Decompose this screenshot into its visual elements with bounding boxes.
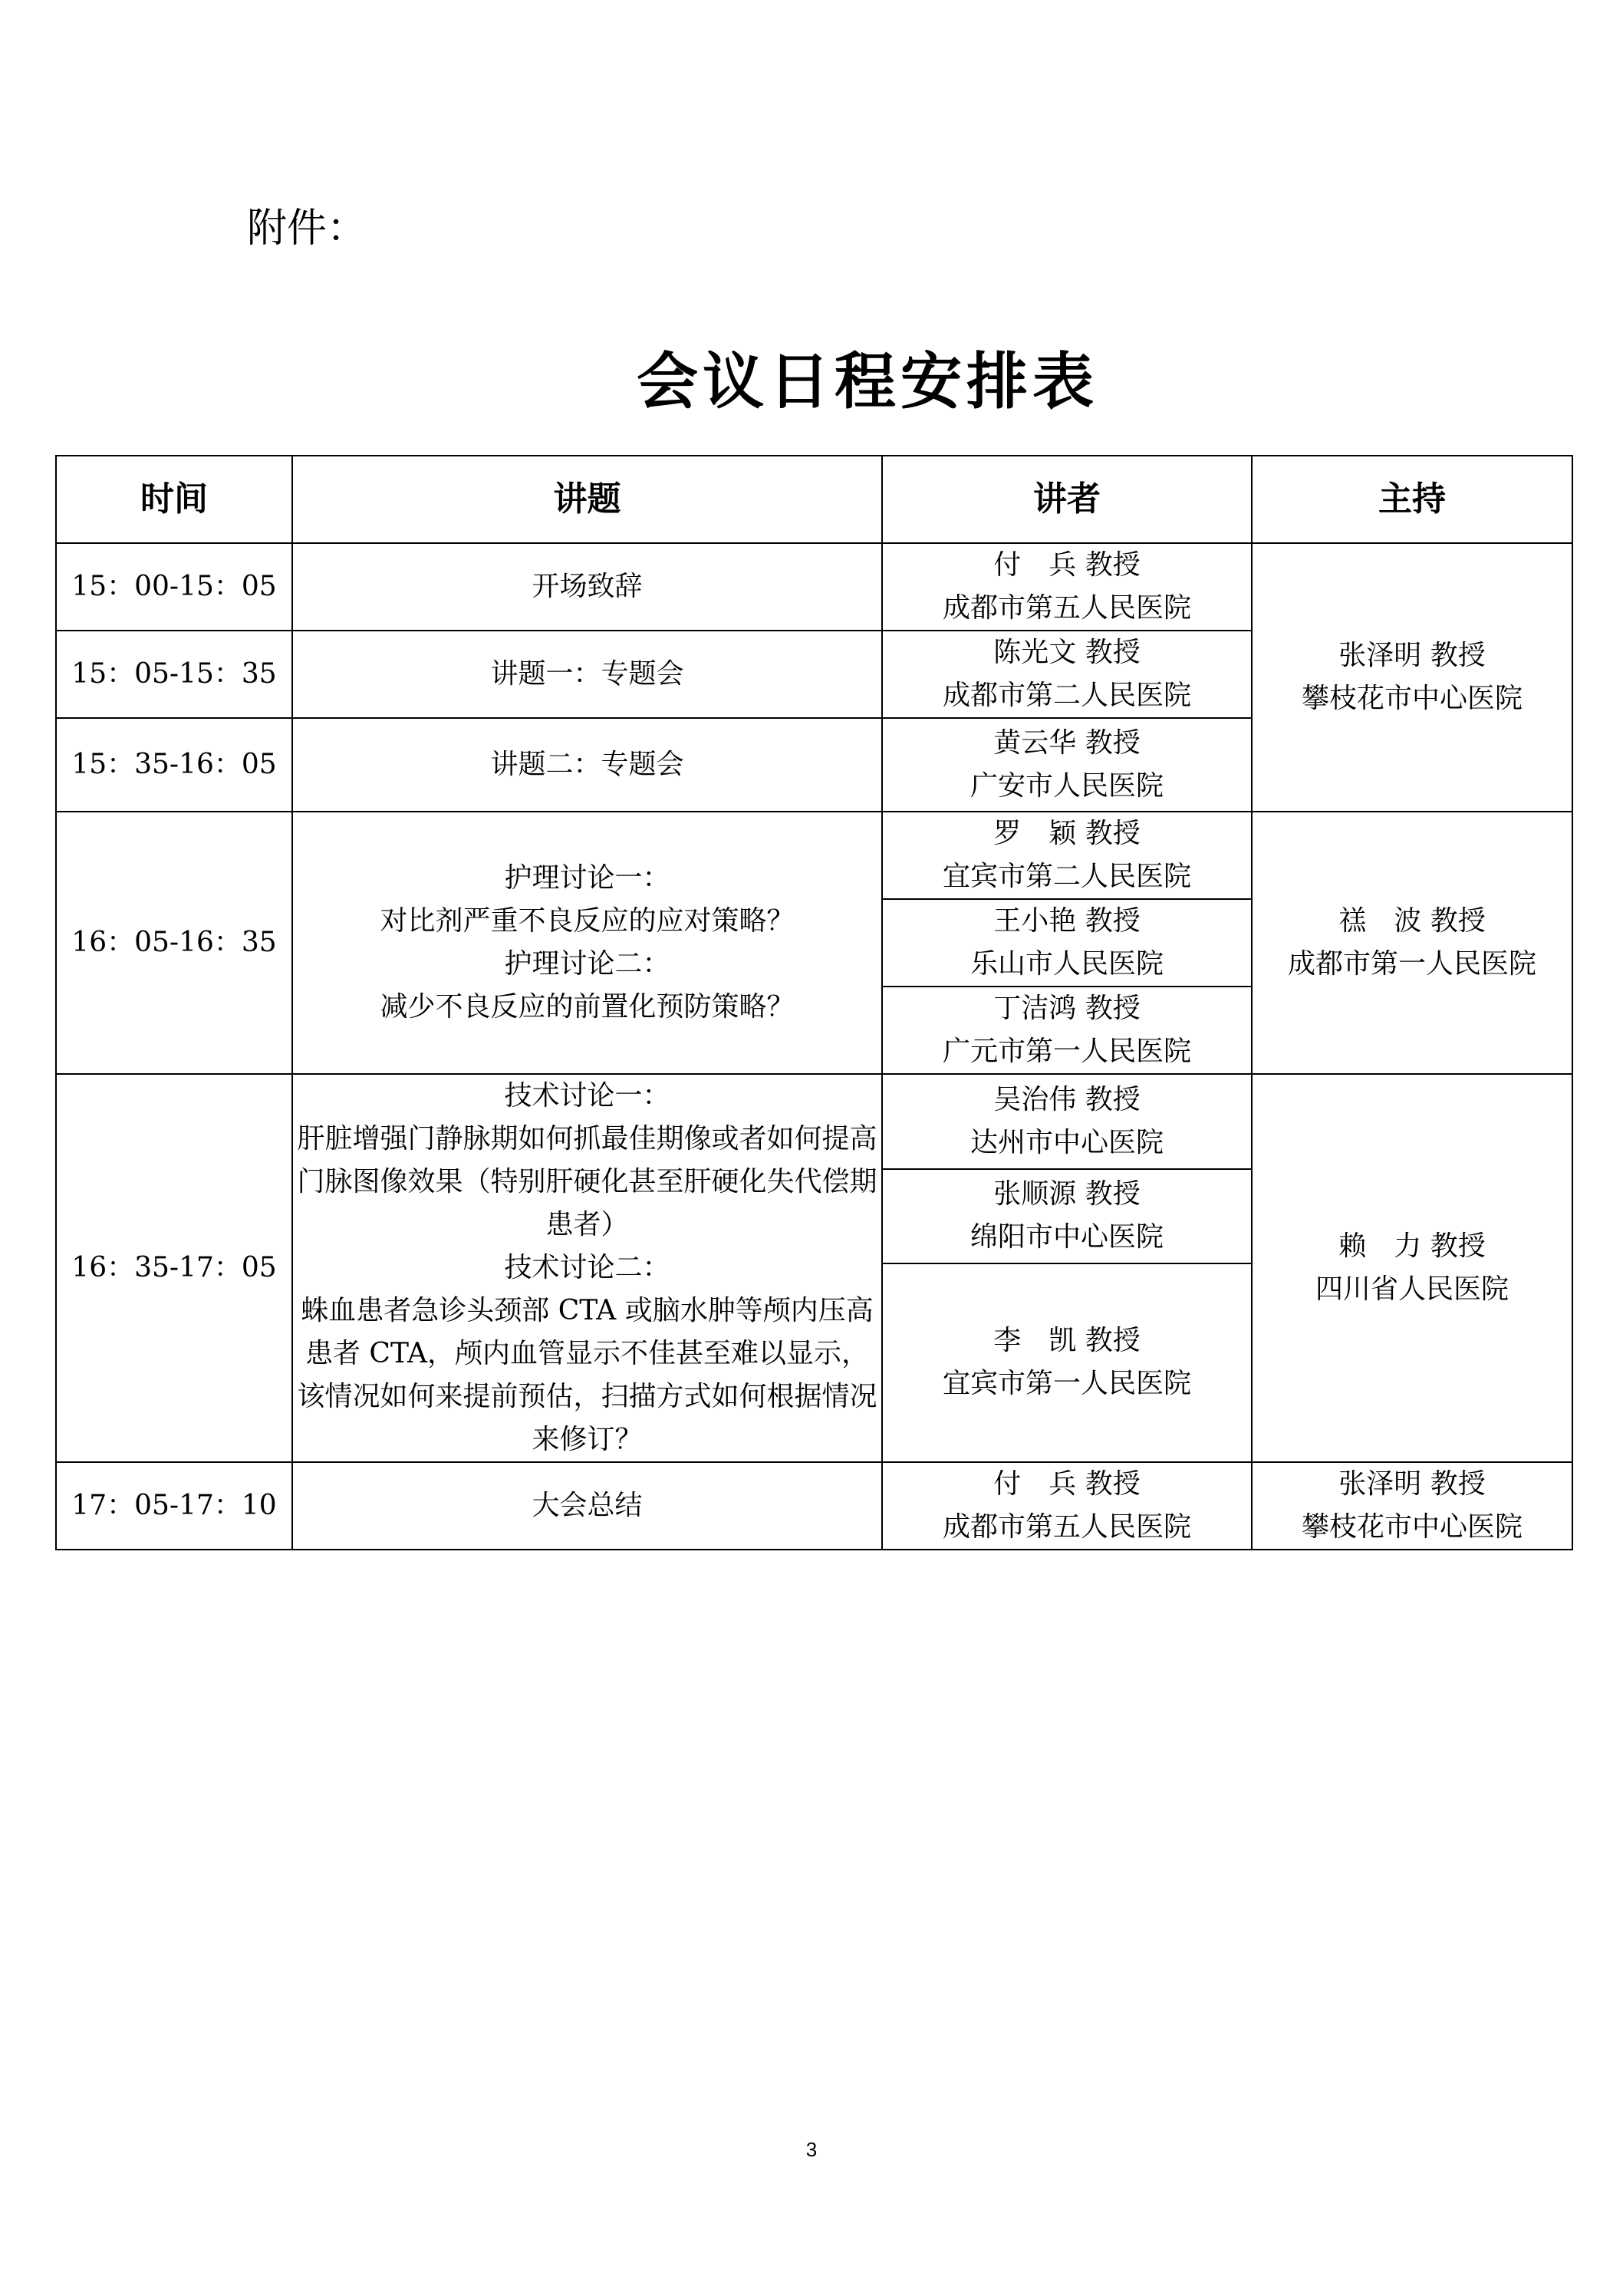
- topic-cell: 开场致辞: [292, 543, 882, 631]
- host-name: 张泽明 教授: [1338, 640, 1486, 671]
- page-number: 3: [805, 2138, 818, 2161]
- speaker-org: 成都市第五人民医院: [942, 1511, 1191, 1543]
- speaker-org: 成都市第五人民医院: [942, 592, 1191, 624]
- host-org: 成都市第一人民医院: [1287, 948, 1536, 980]
- host-org: 攀枝花市中心医院: [1301, 1511, 1523, 1543]
- speaker-cell: [882, 1462, 1252, 1550]
- topic-line: 技术讨论二：: [504, 1252, 670, 1283]
- table-row: [56, 1462, 1572, 1550]
- topic-line: 蛛血患者急诊头颈部 CTA 或脑水肿等颅内压高患者 CTA，颅内血管显示不佳甚至难以显示，该情况如何来提前预估，扫描方式如何根据情况来修订？: [297, 1295, 877, 1455]
- speaker-cell: [882, 1169, 1252, 1263]
- attachment-label: 附件：: [247, 206, 367, 252]
- host-cell: [1252, 1074, 1572, 1462]
- topic-line: 护理讨论一：: [504, 862, 670, 894]
- topic-cell: 讲题一：专题会: [292, 631, 882, 718]
- host-org: 攀枝花市中心医院: [1301, 683, 1523, 714]
- time-cell: 15：35-16：05: [56, 718, 292, 812]
- speaker-cell: [882, 718, 1252, 812]
- speaker-name: 李 凯 教授: [993, 1325, 1141, 1357]
- speaker-cell: [882, 812, 1252, 899]
- host-org: 四川省人民医院: [1315, 1273, 1509, 1305]
- speaker-cell: [882, 631, 1252, 718]
- speaker-name: 付 兵 教授: [993, 549, 1141, 581]
- topic-cell: 讲题二：专题会: [292, 718, 882, 812]
- speaker-org: 广元市第一人民医院: [942, 1036, 1191, 1067]
- speaker-cell: [882, 1074, 1252, 1169]
- time-cell: 16：35-17：05: [56, 1074, 292, 1462]
- host-name: 张泽明 教授: [1338, 1468, 1486, 1500]
- speaker-cell: [882, 1263, 1252, 1462]
- topic-line: 技术讨论一：: [504, 1080, 670, 1112]
- topic-line: 对比剂严重不良反应的应对策略？: [380, 905, 795, 937]
- host-cell: [1252, 1462, 1572, 1550]
- speaker-name: 陈光文 教授: [993, 637, 1141, 668]
- topic-cell: [292, 812, 882, 1074]
- speaker-name: 罗 颖 教授: [993, 818, 1141, 849]
- speaker-name: 付 兵 教授: [993, 1468, 1141, 1500]
- time-cell: 17：05-17：10: [56, 1462, 292, 1550]
- header-host: 主持: [1252, 456, 1572, 543]
- topic-line: 护理讨论二：: [504, 948, 670, 980]
- speaker-name: 王小艳 教授: [993, 905, 1141, 937]
- table-row: [56, 1074, 1572, 1169]
- speaker-org: 乐山市人民医院: [970, 948, 1164, 980]
- speaker-org: 达州市中心医院: [970, 1126, 1164, 1158]
- page-title: 会议日程安排表: [637, 346, 1098, 417]
- speaker-name: 黄云华 教授: [993, 727, 1141, 759]
- header-time: 时间: [56, 456, 292, 543]
- speaker-cell: [882, 543, 1252, 631]
- time-cell: 15：05-15：35: [56, 631, 292, 718]
- topic-line: 减少不良反应的前置化预防策略？: [380, 991, 795, 1023]
- header-speaker: 讲者: [882, 456, 1252, 543]
- speaker-org: 宜宾市第二人民医院: [942, 861, 1191, 892]
- time-cell: 16：05-16：35: [56, 812, 292, 1074]
- speaker-org: 绵阳市中心医院: [970, 1221, 1164, 1253]
- speaker-org: 广安市人民医院: [970, 770, 1164, 802]
- table-row: [56, 543, 1572, 631]
- speaker-cell: [882, 987, 1252, 1074]
- time-cell: 15：00-15：05: [56, 543, 292, 631]
- topic-cell: [292, 1074, 882, 1462]
- speaker-name: 张顺源 教授: [993, 1178, 1141, 1211]
- topic-line: 肝脏增强门静脉期如何抓最佳期像或者如何提高门脉图像效果（特别肝硬化甚至肝硬化失代偿期患者）: [297, 1123, 877, 1240]
- topic-cell: 大会总结: [292, 1462, 882, 1550]
- table-header-row: [56, 456, 1572, 543]
- host-name: 赖 力 教授: [1338, 1230, 1486, 1262]
- schedule-table: [55, 455, 1573, 1550]
- header-topic: 讲题: [292, 456, 882, 543]
- host-cell: [1252, 543, 1572, 812]
- host-cell: [1252, 812, 1572, 1074]
- speaker-org: 成都市第二人民医院: [942, 680, 1191, 711]
- speaker-org: 宜宾市第一人民医院: [942, 1368, 1191, 1400]
- host-name: 禚 波 教授: [1338, 905, 1486, 937]
- speaker-name: 丁洁鸿 教授: [993, 993, 1141, 1024]
- speaker-name: 吴治伟 教授: [993, 1083, 1141, 1115]
- speaker-cell: [882, 899, 1252, 987]
- table-row: [56, 812, 1572, 899]
